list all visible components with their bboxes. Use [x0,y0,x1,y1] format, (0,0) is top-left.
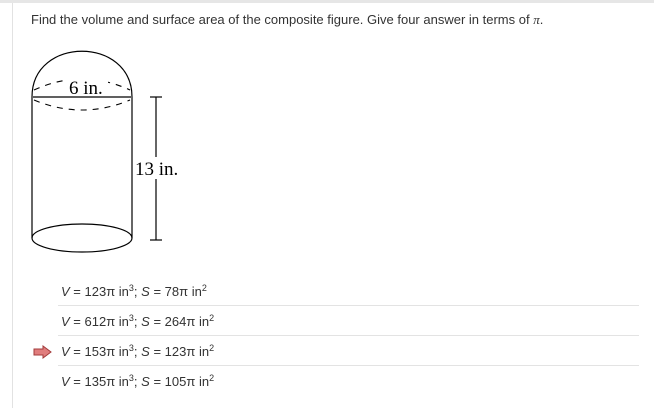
question-text: Find the volume and surface area of the composite figure. Give four answer in terms of [31,12,530,27]
cylinder-base [32,224,132,252]
answer-choice-3[interactable] [58,336,639,366]
answer-choice-4-text: V = 135π $in^3$; S = 105π $in^2$ [61,373,215,389]
answer-choice-3-text: V = 153π $in^3$; S = 123π $in^2$ [61,343,215,359]
answer-choice-4[interactable] [58,366,639,395]
answer-choice-2-text: V = 612π $in^3$; S = 264π $in^2$ [61,313,215,329]
answer-choice-1[interactable] [58,276,639,306]
question-period: . [539,12,544,27]
right-arrow-icon [33,345,53,359]
selected-answer-marker [34,346,51,358]
answer-choice-2[interactable] [58,306,639,336]
question-pi: π [533,12,540,27]
height-label: 13 in. [135,159,179,180]
diameter-label: 6 in. [69,78,103,99]
answer-choice-1-text: V = 123π $in^3$; S = 78π $in^2$ [61,283,207,299]
answer-choices [0,276,654,395]
